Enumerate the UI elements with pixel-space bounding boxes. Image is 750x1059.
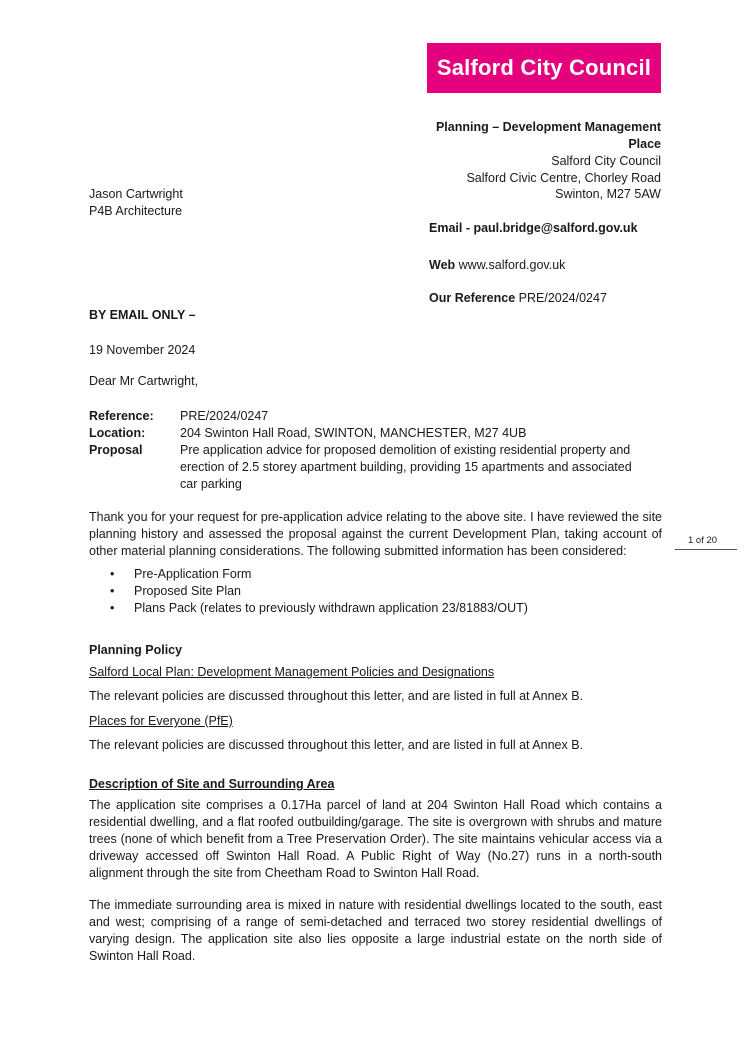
email-contact[interactable]: Email - paul.bridge@salford.gov.uk — [429, 221, 638, 235]
submitted-info-list — [110, 566, 528, 617]
proposal-value: Pre application advice for proposed demolition of existing residential property and erection of 2.5 storey apartment building, providing 15 apartments and associated car parking — [180, 443, 632, 491]
reference-value: PRE/2024/0247 — [180, 409, 269, 423]
our-reference-label: Our Reference — [429, 291, 516, 305]
address-line2: Salford Civic Centre, Chorley Road — [466, 171, 661, 185]
department-line1: Planning – Development Management — [435, 120, 661, 134]
our-reference — [429, 290, 607, 306]
letter-date: 19 November 2024 — [89, 343, 196, 357]
recipient-company: P4B Architecture — [89, 204, 183, 218]
address-line3: Swinton, M27 5AW — [555, 187, 661, 201]
list-item: • Plans Pack (relates to previously withdrawn application 23/81883/OUT) — [110, 600, 528, 617]
pfe-text: The relevant policies are discussed throughout this letter, and are listed in full at Annex B. — [89, 738, 584, 752]
page-number: 1 of 20 — [688, 535, 718, 546]
local-plan-text: The relevant policies are discussed throughout this letter, and are listed in full at Annex B. — [89, 689, 584, 703]
department-line2: Place — [628, 137, 661, 151]
list-item: • Pre-Application Form — [110, 566, 528, 583]
address-line1: Salford City Council — [551, 154, 661, 168]
location-value: 204 Swinton Hall Road, SWINTON, MANCHESTER, M27 4UB — [180, 426, 527, 440]
web-link[interactable]: www.salford.gov.uk — [458, 258, 566, 272]
local-plan-subheading: Salford Local Plan: Development Management Policies and Designations — [89, 665, 495, 679]
pfe-subheading: Places for Everyone (PfE) — [89, 714, 233, 728]
salutation: Dear Mr Cartwright, — [89, 374, 199, 388]
web-contact — [429, 257, 565, 273]
site-paragraph-1: The application site comprises a 0.17Ha parcel of land at 204 Swinton Hall Road which contains a residential dwelling, and a flat roofed outbuilding/garage. The site is overgrown with shrubs and mature trees (none of which benefit from a Tree Preservation Order). The site maintains vehicular access via a driveway accessed off Swinton Hall Road. A Public Right of Way (No.27) runs in a north-south alignment through the site from Cheetham Road to Swinton Hall Road. — [89, 798, 662, 880]
web-label: Web — [429, 258, 456, 272]
site-description-heading: Description of Site and Surrounding Area — [89, 777, 335, 791]
intro-paragraph: Thank you for your request for pre-application advice relating to the above site. I have reviewed the site planning history and assessed the proposal against the current Development Plan, taking account of other material planning considerations. The following submitted information has been considered: — [89, 510, 662, 558]
page-number-divider — [675, 549, 737, 550]
proposal-label: Proposal — [89, 443, 143, 457]
site-paragraph-2: The immediate surrounding area is mixed in nature with residential dwellings located to the south, east and west; comprising of a range of semi-detached and terraced two storey residential dwellings of varying design. The application site also lies opposite a large industrial estate on the north side of Swinton Hall Road. — [89, 898, 662, 963]
location-label: Location: — [89, 426, 146, 440]
council-logo: Salford City Council — [427, 43, 661, 93]
planning-policy-heading: Planning Policy — [89, 643, 183, 657]
recipient-name: Jason Cartwright — [89, 187, 183, 201]
reference-label: Reference: — [89, 409, 154, 423]
list-item: • Proposed Site Plan — [110, 583, 528, 600]
our-reference-value: PRE/2024/0247 — [518, 291, 607, 305]
delivery-note: BY EMAIL ONLY – — [89, 308, 196, 322]
